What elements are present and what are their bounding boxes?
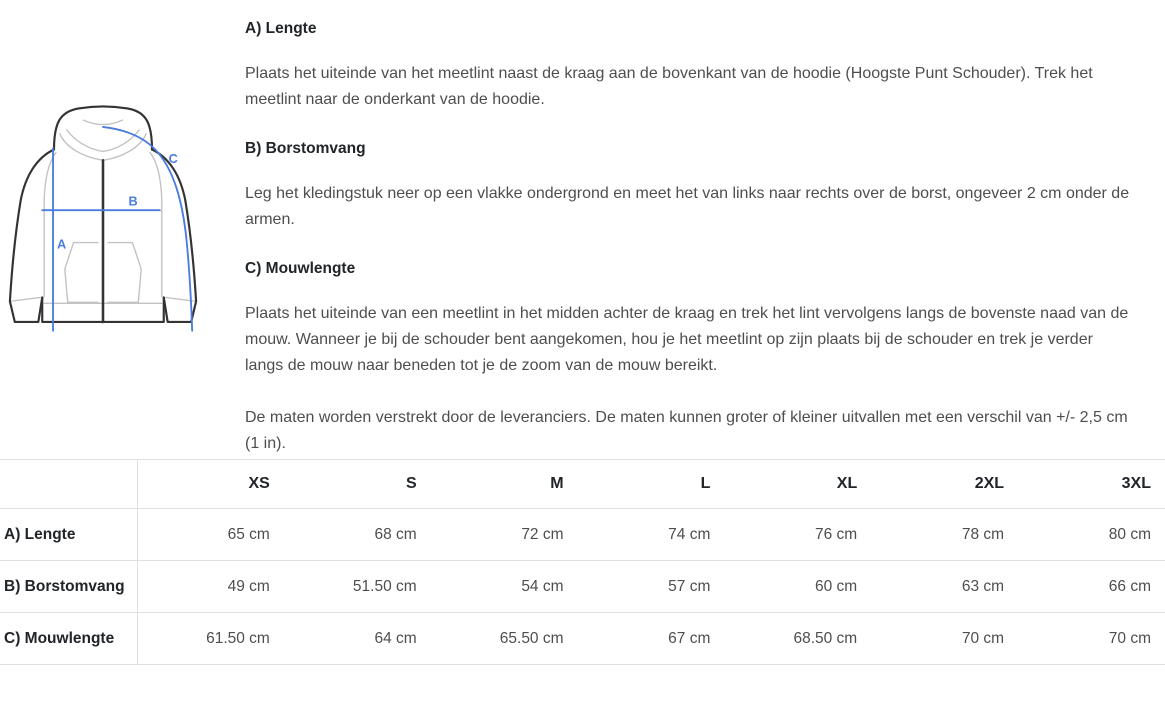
cell-mouwlengte-xs: 61.50 cm: [137, 613, 284, 665]
cell-lengte-2xl: 78 cm: [871, 509, 1018, 561]
cell-lengte-xl: 76 cm: [724, 509, 871, 561]
cell-mouwlengte-l: 67 cm: [578, 613, 725, 665]
size-table-corner-cell: [0, 460, 137, 509]
col-header-xl: XL: [724, 460, 871, 509]
col-header-2xl: 2XL: [871, 460, 1018, 509]
size-table-header-row: [0, 460, 1165, 509]
cell-borstomvang-m: 54 cm: [431, 561, 578, 613]
cell-mouwlengte-m: 65.50 cm: [431, 613, 578, 665]
col-header-xs: XS: [137, 460, 284, 509]
size-disclaimer: De maten worden verstrekt door de leveranciers. De maten kunnen groter of kleiner uitvallen met een verschil van +/- 2,5 cm (1 in).: [245, 409, 1128, 452]
section-body-lengte: Plaats het uiteinde van het meetlint naast de kraag aan de bovenkant van de hoodie (Hoogste Punt Schouder). Trek het meetlint naar de onderkant van de hoodie.: [245, 65, 1093, 108]
section-heading-lengte: A) Lengte: [245, 20, 317, 37]
cell-mouwlengte-3xl: 70 cm: [1018, 613, 1165, 665]
cell-borstomvang-xl: 60 cm: [724, 561, 871, 613]
cell-lengte-m: 72 cm: [431, 509, 578, 561]
col-header-s: S: [284, 460, 431, 509]
table-row-lengte: [0, 509, 1165, 561]
size-table: [0, 459, 1165, 665]
section-heading-mouwlengte: C) Mouwlengte: [245, 260, 356, 277]
col-header-l: L: [578, 460, 725, 509]
section-body-mouwlengte: Plaats het uiteinde van een meetlint in het midden achter de kraag en trek het lint vervolgens langs de bovenste naad van de mouw. Wanneer je bij de schouder bent aangekomen, hou je het meetlint op zijn plaats bij de schouder en trek je verder langs de mouw naar beneden tot je de zoom van de mouw bereikt.: [245, 305, 1129, 374]
col-header-3xl: 3XL: [1018, 460, 1165, 509]
row-label-mouwlengte: C) Mouwlengte: [0, 613, 137, 665]
cell-lengte-3xl: 80 cm: [1018, 509, 1165, 561]
cell-borstomvang-2xl: 63 cm: [871, 561, 1018, 613]
measure-label-b: B: [128, 193, 138, 209]
cell-lengte-l: 74 cm: [578, 509, 725, 561]
hoodie-diagram-svg: [5, 102, 201, 342]
cell-lengte-xs: 65 cm: [137, 509, 284, 561]
measure-label-a: A: [56, 236, 67, 252]
hoodie-outline: [10, 106, 196, 321]
table-row-mouwlengte: [0, 613, 1165, 665]
measure-label-c: C: [168, 151, 178, 167]
row-label-lengte: A) Lengte: [0, 509, 137, 561]
instructions-column: [245, 12, 1135, 457]
cell-mouwlengte-xl: 68.50 cm: [724, 613, 871, 665]
table-row-borstomvang: [0, 561, 1165, 613]
row-label-borstomvang: B) Borstomvang: [0, 561, 137, 613]
cell-borstomvang-3xl: 66 cm: [1018, 561, 1165, 613]
cell-lengte-s: 68 cm: [284, 509, 431, 561]
cell-mouwlengte-2xl: 70 cm: [871, 613, 1018, 665]
cell-borstomvang-l: 57 cm: [578, 561, 725, 613]
hoodie-diagram: [5, 102, 201, 342]
section-heading-borstomvang: B) Borstomvang: [245, 140, 366, 157]
section-body-borstomvang: Leg het kledingstuk neer op een vlakke ondergrond en meet het van links naar rechts over de borst, ongeveer 2 cm onder de armen.: [245, 185, 1130, 228]
cell-mouwlengte-s: 64 cm: [284, 613, 431, 665]
cell-borstomvang-s: 51.50 cm: [284, 561, 431, 613]
col-header-m: M: [431, 460, 578, 509]
cell-borstomvang-xs: 49 cm: [137, 561, 284, 613]
